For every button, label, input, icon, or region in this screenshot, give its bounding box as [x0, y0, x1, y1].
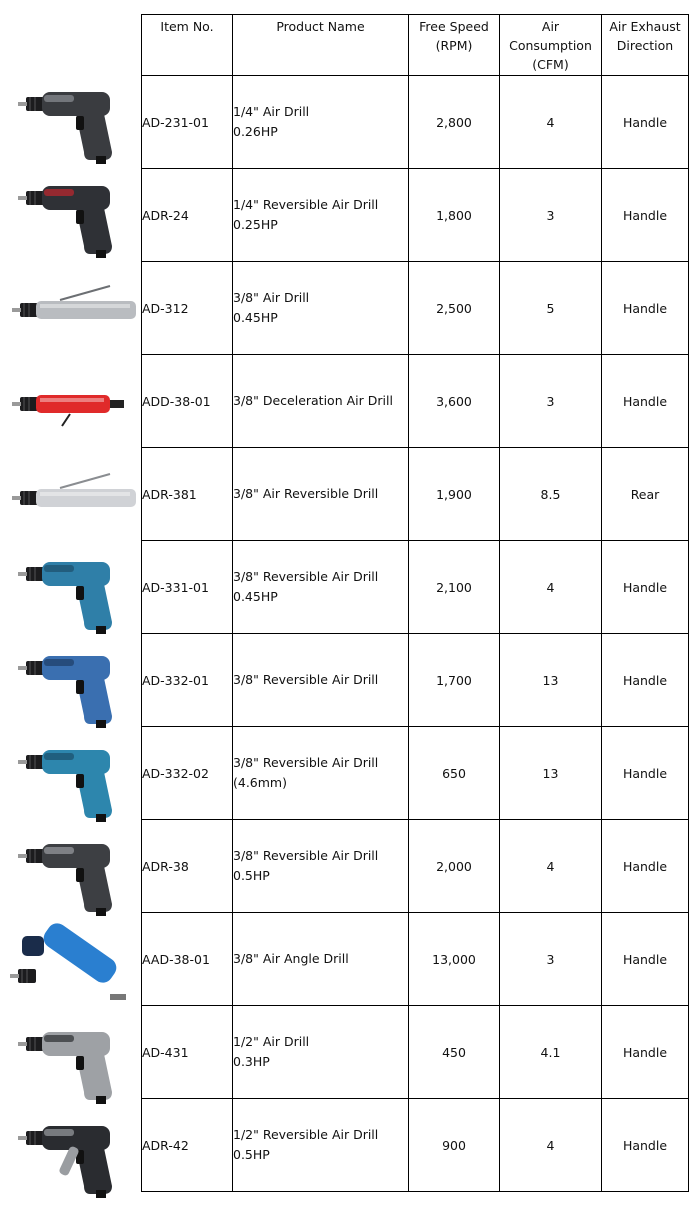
table-row: [142, 448, 689, 541]
table-body: [142, 76, 689, 1192]
air-consumption-cell: 13: [500, 727, 602, 820]
air-consumption-cell: 4: [500, 76, 602, 169]
air-exhaust-cell: Handle: [602, 541, 689, 634]
header-line: (CFM): [532, 57, 569, 72]
free-speed-cell: 1,700: [409, 634, 500, 727]
header-air-consumption: [500, 15, 602, 76]
product-name-line: 0.26HP: [233, 124, 278, 139]
air-drill-image: [0, 74, 138, 168]
header-air-exhaust: [602, 15, 689, 76]
air-consumption-cell: 3: [500, 355, 602, 448]
header-line: (RPM): [435, 38, 473, 53]
product-name-cell: [233, 355, 409, 448]
air-drill-image: [0, 450, 138, 544]
item-number-cell: ADR-381: [142, 448, 233, 541]
product-name-cell: [233, 727, 409, 820]
product-name-cell: [233, 1099, 409, 1192]
item-number-cell: AD-431: [142, 1006, 233, 1099]
item-number-cell: ADD-38-01: [142, 355, 233, 448]
table-row: [142, 1099, 689, 1192]
table-row: [142, 541, 689, 634]
table-row: [142, 913, 689, 1006]
item-number-cell: AD-312: [142, 262, 233, 355]
product-image: [0, 826, 138, 920]
air-consumption-cell: 13: [500, 634, 602, 727]
air-exhaust-cell: Handle: [602, 634, 689, 727]
product-spec-table: [141, 14, 689, 1192]
air-consumption-cell: 4: [500, 541, 602, 634]
product-name-line: 3/8" Reversible Air Drill: [233, 755, 379, 770]
product-image: [0, 544, 138, 638]
product-image: [0, 262, 138, 356]
item-number-cell: ADR-38: [142, 820, 233, 913]
product-image: [0, 1108, 138, 1202]
product-image: [0, 1014, 138, 1108]
header-row: [142, 15, 689, 76]
air-drill-image: [0, 826, 138, 920]
air-consumption-cell: 8.5: [500, 448, 602, 541]
air-consumption-cell: 4.1: [500, 1006, 602, 1099]
product-name-line: 0.45HP: [233, 310, 278, 325]
product-name-cell: [233, 448, 409, 541]
product-name-line: 3/8" Air Angle Drill: [233, 951, 349, 966]
free-speed-cell: 2,500: [409, 262, 500, 355]
air-drill-image: [0, 168, 138, 262]
table-row: [142, 262, 689, 355]
air-drill-image: [0, 1108, 138, 1202]
air-exhaust-cell: Handle: [602, 1099, 689, 1192]
product-image: [0, 732, 138, 826]
air-drill-image: [0, 732, 138, 826]
air-consumption-cell: 5: [500, 262, 602, 355]
air-exhaust-cell: Handle: [602, 76, 689, 169]
free-speed-cell: 3,600: [409, 355, 500, 448]
header-line: Free Speed: [419, 19, 489, 34]
air-drill-image: [0, 262, 138, 356]
header-free-speed: [409, 15, 500, 76]
table-row: [142, 76, 689, 169]
product-name-cell: [233, 262, 409, 355]
item-number-cell: AD-331-01: [142, 541, 233, 634]
product-name-line: 1/4" Reversible Air Drill: [233, 197, 379, 212]
item-number-cell: ADR-24: [142, 169, 233, 262]
product-image-column: [0, 74, 138, 1202]
header-line: Product Name: [276, 19, 365, 34]
product-image: [0, 74, 138, 168]
air-drill-image: [0, 920, 138, 1014]
product-image: [0, 356, 138, 450]
free-speed-cell: 1,900: [409, 448, 500, 541]
table-row: [142, 634, 689, 727]
air-drill-image: [0, 544, 138, 638]
air-drill-image: [0, 356, 138, 450]
free-speed-cell: 2,100: [409, 541, 500, 634]
free-speed-cell: 900: [409, 1099, 500, 1192]
air-drill-image: [0, 1014, 138, 1108]
table-row: [142, 169, 689, 262]
product-name-line: 3/8" Reversible Air Drill: [233, 569, 379, 584]
header-item-no: [142, 15, 233, 76]
air-exhaust-cell: Handle: [602, 1006, 689, 1099]
air-exhaust-cell: Handle: [602, 727, 689, 820]
product-name-line: 0.3HP: [233, 1054, 270, 1069]
free-speed-cell: 450: [409, 1006, 500, 1099]
header-line: Air Exhaust: [609, 19, 681, 34]
product-name-cell: [233, 634, 409, 727]
product-image: [0, 168, 138, 262]
header-line: Air: [541, 19, 560, 34]
product-name-line: 3/8" Reversible Air Drill: [233, 672, 379, 687]
item-number-cell: AD-231-01: [142, 76, 233, 169]
product-name-line: 1/4" Air Drill: [233, 104, 310, 119]
product-name-line: 0.45HP: [233, 589, 278, 604]
header-line: Consumption: [509, 38, 592, 53]
air-consumption-cell: 4: [500, 1099, 602, 1192]
air-exhaust-cell: Handle: [602, 820, 689, 913]
item-number-cell: AAD-38-01: [142, 913, 233, 1006]
air-drill-image: [0, 638, 138, 732]
product-name-cell: [233, 169, 409, 262]
table-row: [142, 355, 689, 448]
table-row: [142, 820, 689, 913]
air-consumption-cell: 4: [500, 820, 602, 913]
product-name-line: 0.25HP: [233, 217, 278, 232]
product-name-line: 3/8" Air Drill: [233, 290, 310, 305]
header-line: Item No.: [160, 19, 214, 34]
item-number-cell: ADR-42: [142, 1099, 233, 1192]
product-name-line: 0.5HP: [233, 1147, 270, 1162]
product-name-line: 0.5HP: [233, 868, 270, 883]
air-exhaust-cell: Rear: [602, 448, 689, 541]
air-exhaust-cell: Handle: [602, 262, 689, 355]
item-number-cell: AD-332-02: [142, 727, 233, 820]
product-image: [0, 450, 138, 544]
free-speed-cell: 2,800: [409, 76, 500, 169]
air-consumption-cell: 3: [500, 913, 602, 1006]
product-image: [0, 920, 138, 1014]
air-exhaust-cell: Handle: [602, 355, 689, 448]
air-exhaust-cell: Handle: [602, 913, 689, 1006]
product-name-cell: [233, 541, 409, 634]
product-name-line: 1/2" Reversible Air Drill: [233, 1127, 379, 1142]
free-speed-cell: 2,000: [409, 820, 500, 913]
product-name-line: 3/8" Reversible Air Drill: [233, 848, 379, 863]
free-speed-cell: 13,000: [409, 913, 500, 1006]
product-name-cell: [233, 76, 409, 169]
header-line: Direction: [616, 38, 674, 53]
table-row: [142, 1006, 689, 1099]
product-name-cell: [233, 913, 409, 1006]
product-image: [0, 638, 138, 732]
product-name-line: (4.6mm): [233, 775, 287, 790]
air-consumption-cell: 3: [500, 169, 602, 262]
free-speed-cell: 650: [409, 727, 500, 820]
product-name-line: 3/8" Deceleration Air Drill: [233, 393, 393, 408]
item-number-cell: AD-332-01: [142, 634, 233, 727]
product-name-cell: [233, 820, 409, 913]
free-speed-cell: 1,800: [409, 169, 500, 262]
header-product-name: [233, 15, 409, 76]
table-row: [142, 727, 689, 820]
product-name-cell: [233, 1006, 409, 1099]
air-exhaust-cell: Handle: [602, 169, 689, 262]
product-name-line: 1/2" Air Drill: [233, 1034, 310, 1049]
product-name-line: 3/8" Air Reversible Drill: [233, 486, 379, 501]
